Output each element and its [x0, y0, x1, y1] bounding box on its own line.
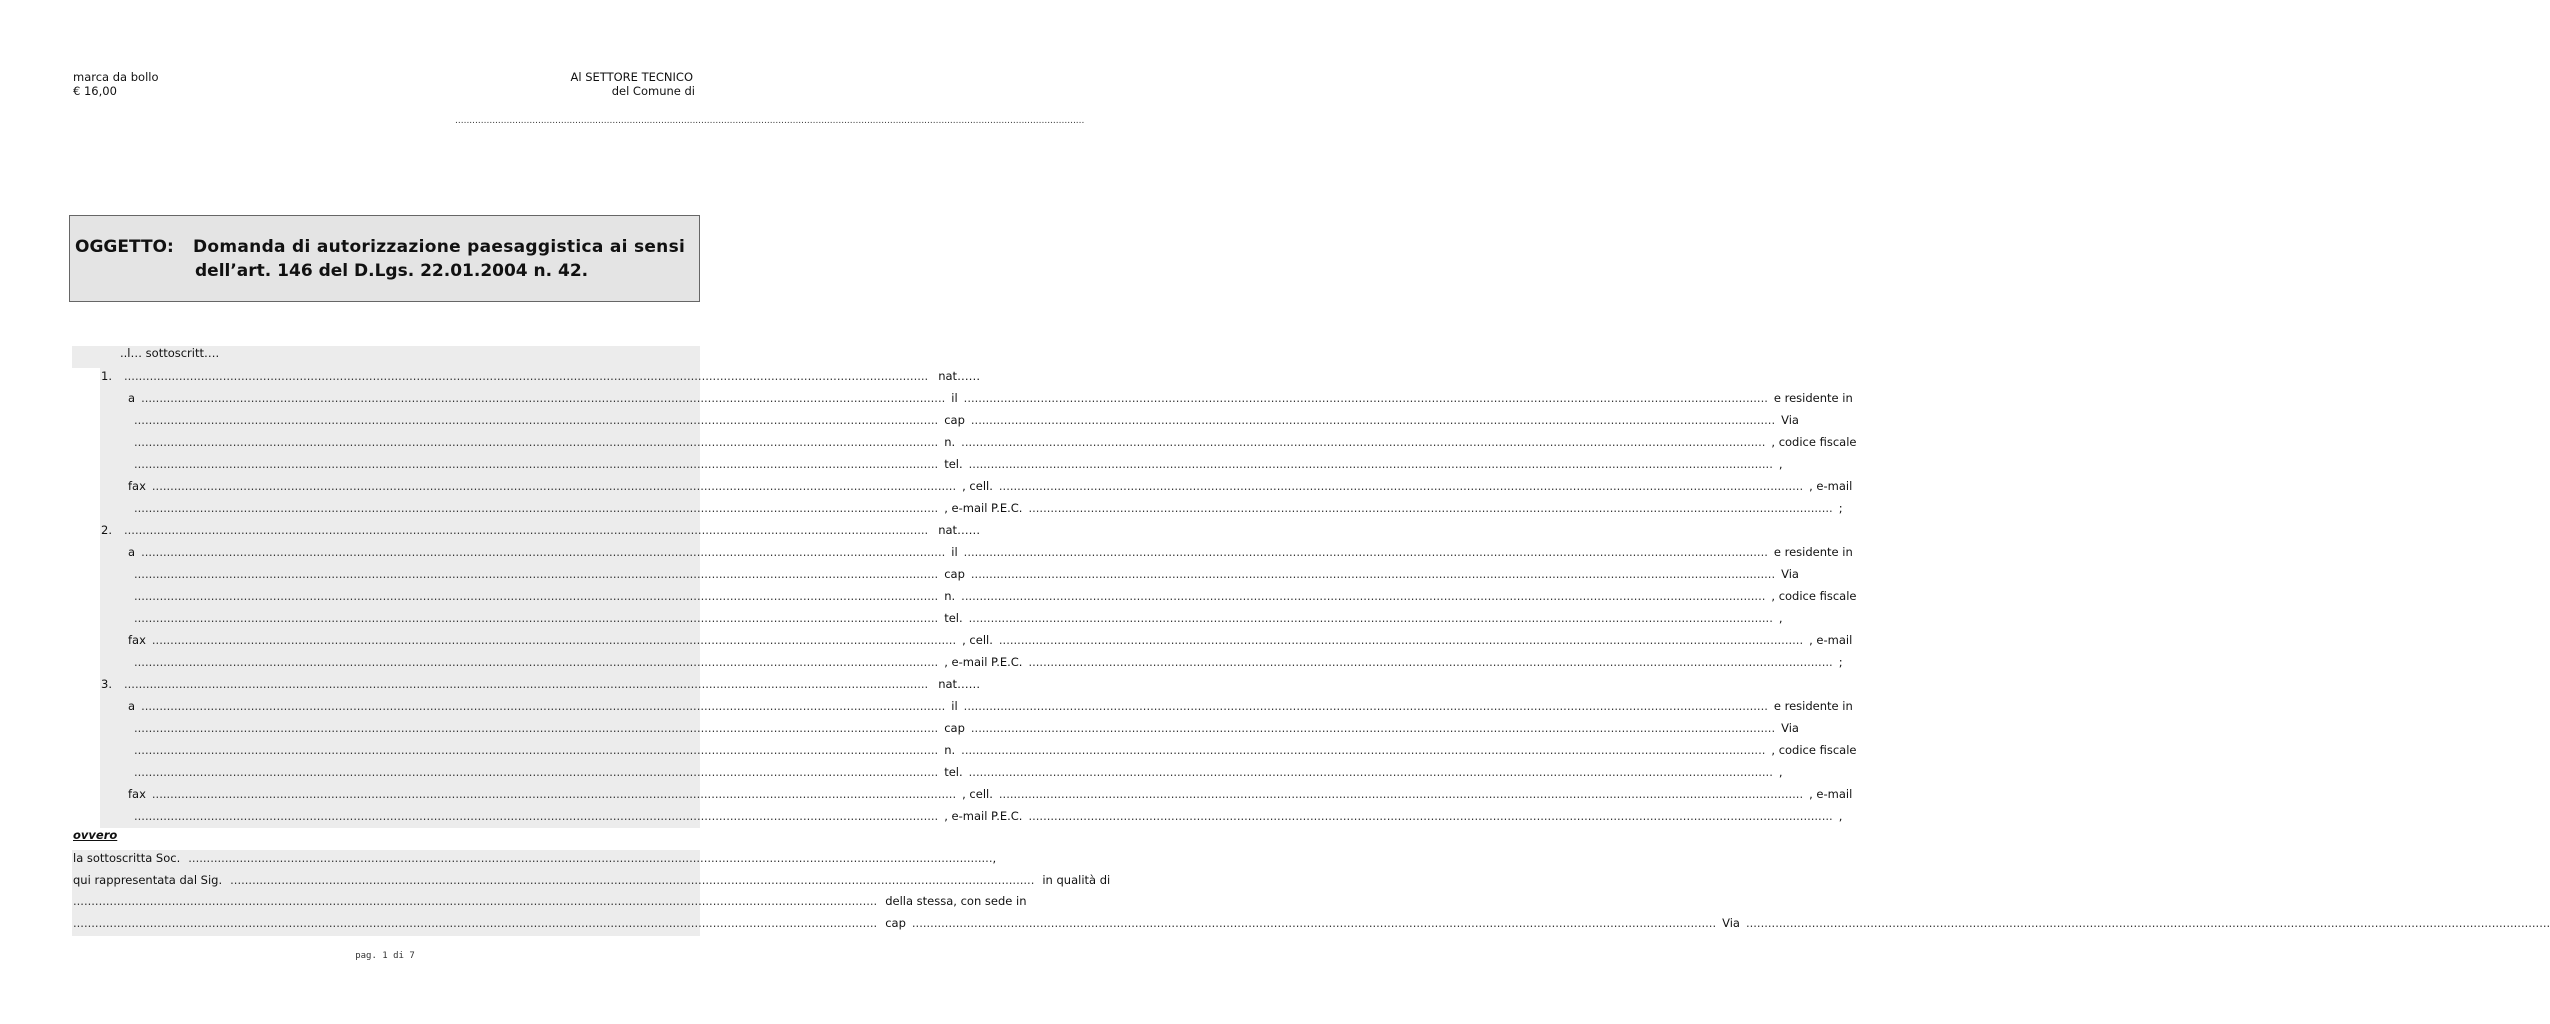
role-field[interactable]: ............................................................................................................................................................................................................................ [73, 894, 878, 908]
address-row [128, 742, 1857, 758]
street-number-label: n. [944, 435, 956, 449]
mobile-label: , cell. [962, 787, 993, 801]
pec-row [128, 654, 1843, 670]
mobile-label: , cell. [962, 633, 993, 647]
role-row [73, 893, 1027, 909]
seat-via-label: Via [1722, 916, 1740, 930]
person-name-field[interactable]: ............................................................................................................................................................................................................................ [124, 369, 929, 383]
fax-row [128, 478, 1853, 494]
tax-code-field[interactable]: ............................................................................................................................................................................................................................ [134, 611, 939, 625]
punct: , [992, 851, 997, 865]
mobile-field[interactable]: ............................................................................................................................................................................................................................ [998, 633, 1804, 647]
fax-field[interactable]: ............................................................................................................................................................................................................................ [151, 479, 957, 493]
email-field[interactable]: ............................................................................................................................................................................................................................ [134, 501, 939, 515]
email-field[interactable]: ............................................................................................................................................................................................................................ [134, 809, 939, 823]
tax-code-field[interactable]: ............................................................................................................................................................................................................................ [134, 765, 939, 779]
pec-field[interactable]: ............................................................................................................................................................................................................................ [1028, 501, 1833, 515]
subject-label: OGGETTO: [75, 237, 174, 257]
birthdate-label: il [951, 699, 958, 713]
pec-field[interactable]: ............................................................................................................................................................................................................................ [1028, 655, 1833, 669]
email-label: , e-mail [1809, 787, 1853, 801]
ovvero-heading: ovvero [73, 828, 118, 842]
phone-field[interactable]: ............................................................................................................................................................................................................................ [968, 765, 1773, 779]
address-row [128, 434, 1857, 450]
residence-city-field[interactable]: ............................................................................................................................................................................................................................ [134, 413, 939, 427]
punct: ; [1838, 655, 1843, 669]
residence-city-field[interactable]: ............................................................................................................................................................................................................................ [134, 567, 939, 581]
street-field[interactable]: ............................................................................................................................................................................................................................ [134, 589, 939, 603]
pec-field[interactable]: ............................................................................................................................................................................................................................ [1028, 809, 1833, 823]
street-number-field[interactable]: ............................................................................................................................................................................................................................ [961, 435, 1766, 449]
birthplace-field[interactable]: ............................................................................................................................................................................................................................ [141, 391, 946, 405]
seat-via-field[interactable]: ............................................................................................................................................................................................................................ [1745, 916, 2550, 930]
residence-label: e residente in [1773, 699, 1853, 713]
birth-row [128, 544, 1853, 560]
birth-row [128, 390, 1853, 406]
pec-row [128, 500, 1843, 516]
phone-field[interactable]: ............................................................................................................................................................................................................................ [968, 611, 1773, 625]
cap-label: cap [944, 567, 965, 581]
birthplace-label: a [128, 391, 136, 405]
person-name-field[interactable]: ............................................................................................................................................................................................................................ [124, 677, 929, 691]
street-number-label: n. [944, 589, 956, 603]
seat-cap-label: cap [885, 916, 906, 930]
person-number: 3. [101, 677, 112, 691]
company-name-field[interactable]: ............................................................................................................................................................................................................................ [188, 851, 993, 865]
phone-row [128, 456, 1783, 472]
birthplace-label: a [128, 545, 136, 559]
mobile-field[interactable]: ............................................................................................................................................................................................................................ [998, 787, 1804, 801]
seat-label: della stessa, con sede in [885, 894, 1027, 908]
pec-label: , e-mail P.E.C. [944, 655, 1023, 669]
street-field[interactable]: ............................................................................................................................................................................................................................ [134, 743, 939, 757]
residence-row [128, 720, 1799, 736]
tax-code-field[interactable]: ............................................................................................................................................................................................................................ [134, 457, 939, 471]
cap-label: cap [944, 721, 965, 735]
born-label: nat…… [938, 523, 981, 537]
phone-label: tel. [944, 457, 963, 471]
birthdate-field[interactable]: ............................................................................................................................................................................................................................ [963, 699, 1768, 713]
fax-label: fax [128, 787, 146, 801]
representative-row [73, 872, 1111, 888]
phone-label: tel. [944, 611, 963, 625]
mobile-field[interactable]: ............................................................................................................................................................................................................................ [998, 479, 1804, 493]
residence-city-field[interactable]: ............................................................................................................................................................................................................................ [134, 721, 939, 735]
fax-field[interactable]: ............................................................................................................................................................................................................................ [151, 633, 957, 647]
subject-box [69, 215, 700, 302]
phone-label: tel. [944, 765, 963, 779]
via-label: Via [1781, 413, 1799, 427]
email-field[interactable]: ............................................................................................................................................................................................................................ [134, 655, 939, 669]
person-name-row [124, 368, 981, 384]
stamp-label: marca da bollo [73, 70, 159, 84]
tax-code-label: , codice fiscale [1771, 435, 1857, 449]
punct: , [1778, 611, 1783, 625]
cap-label: cap [944, 413, 965, 427]
stamp-amount: € 16,00 [73, 84, 117, 98]
street-field[interactable]: ............................................................................................................................................................................................................................ [134, 435, 939, 449]
tax-code-label: , codice fiscale [1771, 743, 1857, 757]
tax-code-label: , codice fiscale [1771, 589, 1857, 603]
recipient-office: Al SETTORE TECNICO [570, 70, 693, 84]
cap-field[interactable]: ............................................................................................................................................................................................................................ [970, 567, 1776, 581]
person-name-row [124, 676, 981, 692]
recipient-municipality: del Comune di [611, 84, 695, 98]
subject-line-2: dell’art. 146 del D.Lgs. 22.01.2004 n. 42. [195, 261, 589, 281]
subject-line-1: Domanda di autorizzazione paesaggistica ai sensi [193, 237, 686, 257]
residence-label: e residente in [1773, 545, 1853, 559]
birthdate-field[interactable]: ............................................................................................................................................................................................................................ [963, 545, 1768, 559]
punct: , [1778, 765, 1783, 779]
birthplace-field[interactable]: ............................................................................................................................................................................................................................ [141, 545, 946, 559]
phone-row [128, 610, 1783, 626]
phone-row [128, 764, 1783, 780]
pec-label: , e-mail P.E.C. [944, 809, 1023, 823]
via-label: Via [1781, 567, 1799, 581]
representative-name-field[interactable]: ............................................................................................................................................................................................................................ [230, 873, 1035, 887]
fax-field[interactable]: ............................................................................................................................................................................................................................ [151, 787, 957, 801]
fax-row [128, 632, 1853, 648]
birthplace-label: a [128, 699, 136, 713]
mobile-label: , cell. [962, 479, 993, 493]
cap-field[interactable]: ............................................................................................................................................................................................................................ [970, 721, 1776, 735]
fax-row [128, 786, 1853, 802]
seat-cap-field[interactable]: ............................................................................................................................................................................................................................ [911, 916, 1717, 930]
page-number: pag. 1 di 7 [355, 951, 415, 961]
residence-row [128, 412, 1799, 428]
punct: , [1778, 457, 1783, 471]
cap-field[interactable]: ............................................................................................................................................................................................................................ [970, 413, 1776, 427]
pec-label: , e-mail P.E.C. [944, 501, 1023, 515]
birth-row [128, 698, 1853, 714]
fax-label: fax [128, 479, 146, 493]
email-label: , e-mail [1809, 633, 1853, 647]
born-label: nat…… [938, 677, 981, 691]
street-number-label: n. [944, 743, 956, 757]
birthdate-field[interactable]: ............................................................................................................................................................................................................................ [963, 391, 1768, 405]
via-label: Via [1781, 721, 1799, 735]
street-number-field[interactable]: ............................................................................................................................................................................................................................ [961, 589, 1766, 603]
punct: , [1838, 809, 1843, 823]
phone-field[interactable]: ............................................................................................................................................................................................................................ [968, 457, 1773, 471]
person-name-field[interactable]: ............................................................................................................................................................................................................................ [124, 523, 929, 537]
residence-label: e residente in [1773, 391, 1853, 405]
person-number: 1. [101, 369, 112, 383]
representative-label: qui rappresentata dal Sig. [73, 873, 223, 887]
birthdate-label: il [951, 391, 958, 405]
company-label: la sottoscritta Soc. [73, 851, 181, 865]
pec-row [128, 808, 1843, 824]
person-name-row [124, 522, 981, 538]
seat-city-field[interactable]: ............................................................................................................................................................................................................................ [73, 916, 878, 930]
punct: ; [1838, 501, 1843, 515]
seat-row [73, 915, 2550, 931]
fax-label: fax [128, 633, 146, 647]
person-number: 2. [101, 523, 112, 537]
birthplace-field[interactable]: ............................................................................................................................................................................................................................ [141, 699, 946, 713]
street-number-field[interactable]: ............................................................................................................................................................................................................................ [961, 743, 1766, 757]
company-row [73, 850, 997, 866]
birthdate-label: il [951, 545, 958, 559]
born-label: nat…… [938, 369, 981, 383]
email-label: , e-mail [1809, 479, 1853, 493]
residence-row [128, 566, 1799, 582]
role-label: in qualità di [1042, 873, 1111, 887]
municipality-blank[interactable]: ............................................................................................................................................................................................................................ [455, 116, 1085, 126]
intro-text: ..l… sottoscritt…. [120, 346, 220, 360]
address-row [128, 588, 1857, 604]
